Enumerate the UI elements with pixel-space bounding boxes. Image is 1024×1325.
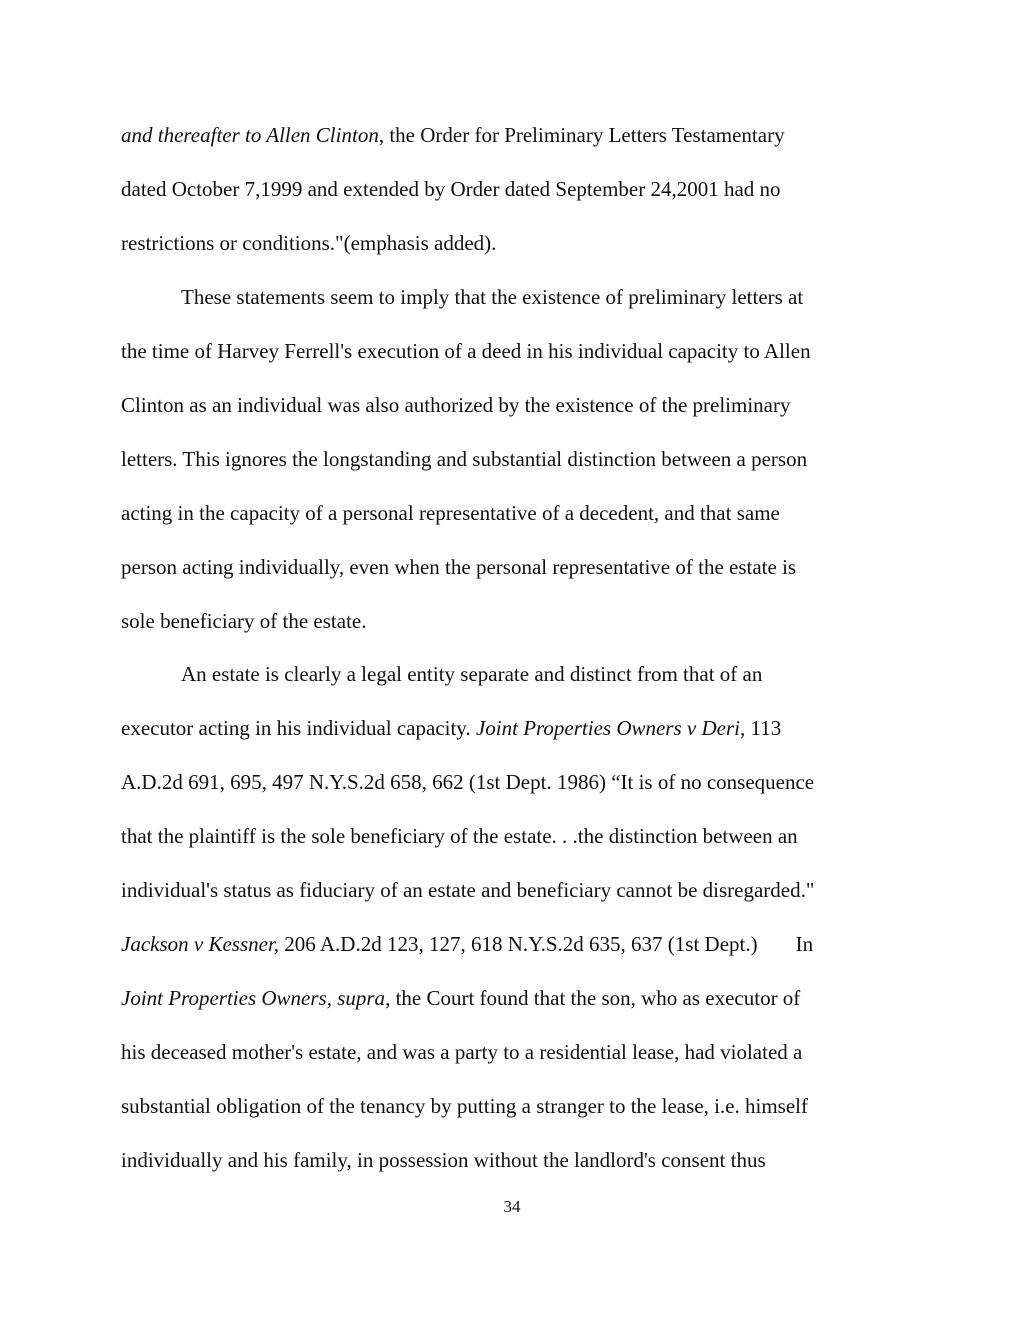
text-run: , the Court found that the son, who as executor of <box>385 986 801 1010</box>
text-run: Clinton as an individual was also authorized by the existence of the preliminary <box>121 393 791 417</box>
text-line <box>121 230 496 256</box>
text-run: person acting individually, even when the personal representative of the estate is <box>121 555 797 579</box>
text-run: restrictions or conditions."(emphasis added). <box>121 231 497 255</box>
text-run: 206 A.D.2d 123, 127, 618 N.Y.S.2d 635, 637 (1st Dept.) <box>279 932 758 956</box>
text-run: 113 <box>745 716 782 740</box>
text-run: substantial obligation of the tenancy by putting a stranger to the lease, i.e. himself <box>121 1094 808 1118</box>
text-line <box>121 122 785 148</box>
text-run: that the plaintiff is the sole beneficiary of the estate. . .the distinction between an <box>121 824 798 848</box>
text-run: dated October 7,1999 and extended by Order dated September 24,2001 had no <box>121 177 781 201</box>
text-run: executor acting in his individual capacity. <box>121 716 476 740</box>
text-line <box>121 877 814 903</box>
text-run: the time of Harvey Ferrell's execution of a deed in his individual capacity to Allen <box>121 339 811 363</box>
text-run: An estate is clearly a legal entity separate and distinct from that of an <box>181 662 763 686</box>
text-line <box>121 769 814 795</box>
text-run: These statements seem to imply that the existence of preliminary letters at <box>181 285 804 309</box>
paragraph-start-line <box>181 284 803 310</box>
text-line <box>121 1039 802 1065</box>
case-citation: Jackson v Kessner, <box>121 932 280 956</box>
text-run: individually and his family, in possession without the landlord's consent thus <box>121 1148 766 1172</box>
case-citation: Joint Properties Owners, supra <box>121 986 386 1010</box>
text-line <box>121 176 781 202</box>
text-line <box>121 500 780 526</box>
text-run: , the Order for Preliminary Letters Testamentary <box>378 123 785 147</box>
paragraph-start-line <box>181 661 762 687</box>
text-line <box>121 446 807 472</box>
text-run: In <box>795 932 814 956</box>
text-line <box>121 1093 808 1119</box>
text-line <box>121 338 811 364</box>
text-line <box>121 985 800 1011</box>
text-line <box>121 1147 766 1173</box>
text-line <box>121 931 813 957</box>
page-number: 34 <box>503 1197 521 1216</box>
case-citation: Joint Properties Owners v Deri, <box>475 716 746 740</box>
text-run: individual's status as fiduciary of an estate and beneficiary cannot be disregarded." <box>121 878 815 902</box>
text-line <box>121 608 366 634</box>
text-line <box>121 554 796 580</box>
text-run: A.D.2d 691, 695, 497 N.Y.S.2d 658, 662 (1st Dept. 1986) “It is of no consequence <box>121 770 815 794</box>
text-run: sole beneficiary of the estate. <box>121 609 367 633</box>
text-run: letters. This ignores the longstanding and substantial distinction between a person <box>121 447 808 471</box>
text-run: acting in the capacity of a personal representative of a decedent, and that same <box>121 501 780 525</box>
text-line <box>121 823 798 849</box>
italic-run: and thereafter to Allen Clinton <box>121 123 379 147</box>
text-line <box>121 392 791 418</box>
text-run: his deceased mother's estate, and was a party to a residential lease, had violated a <box>121 1040 803 1064</box>
text-line <box>121 715 781 741</box>
